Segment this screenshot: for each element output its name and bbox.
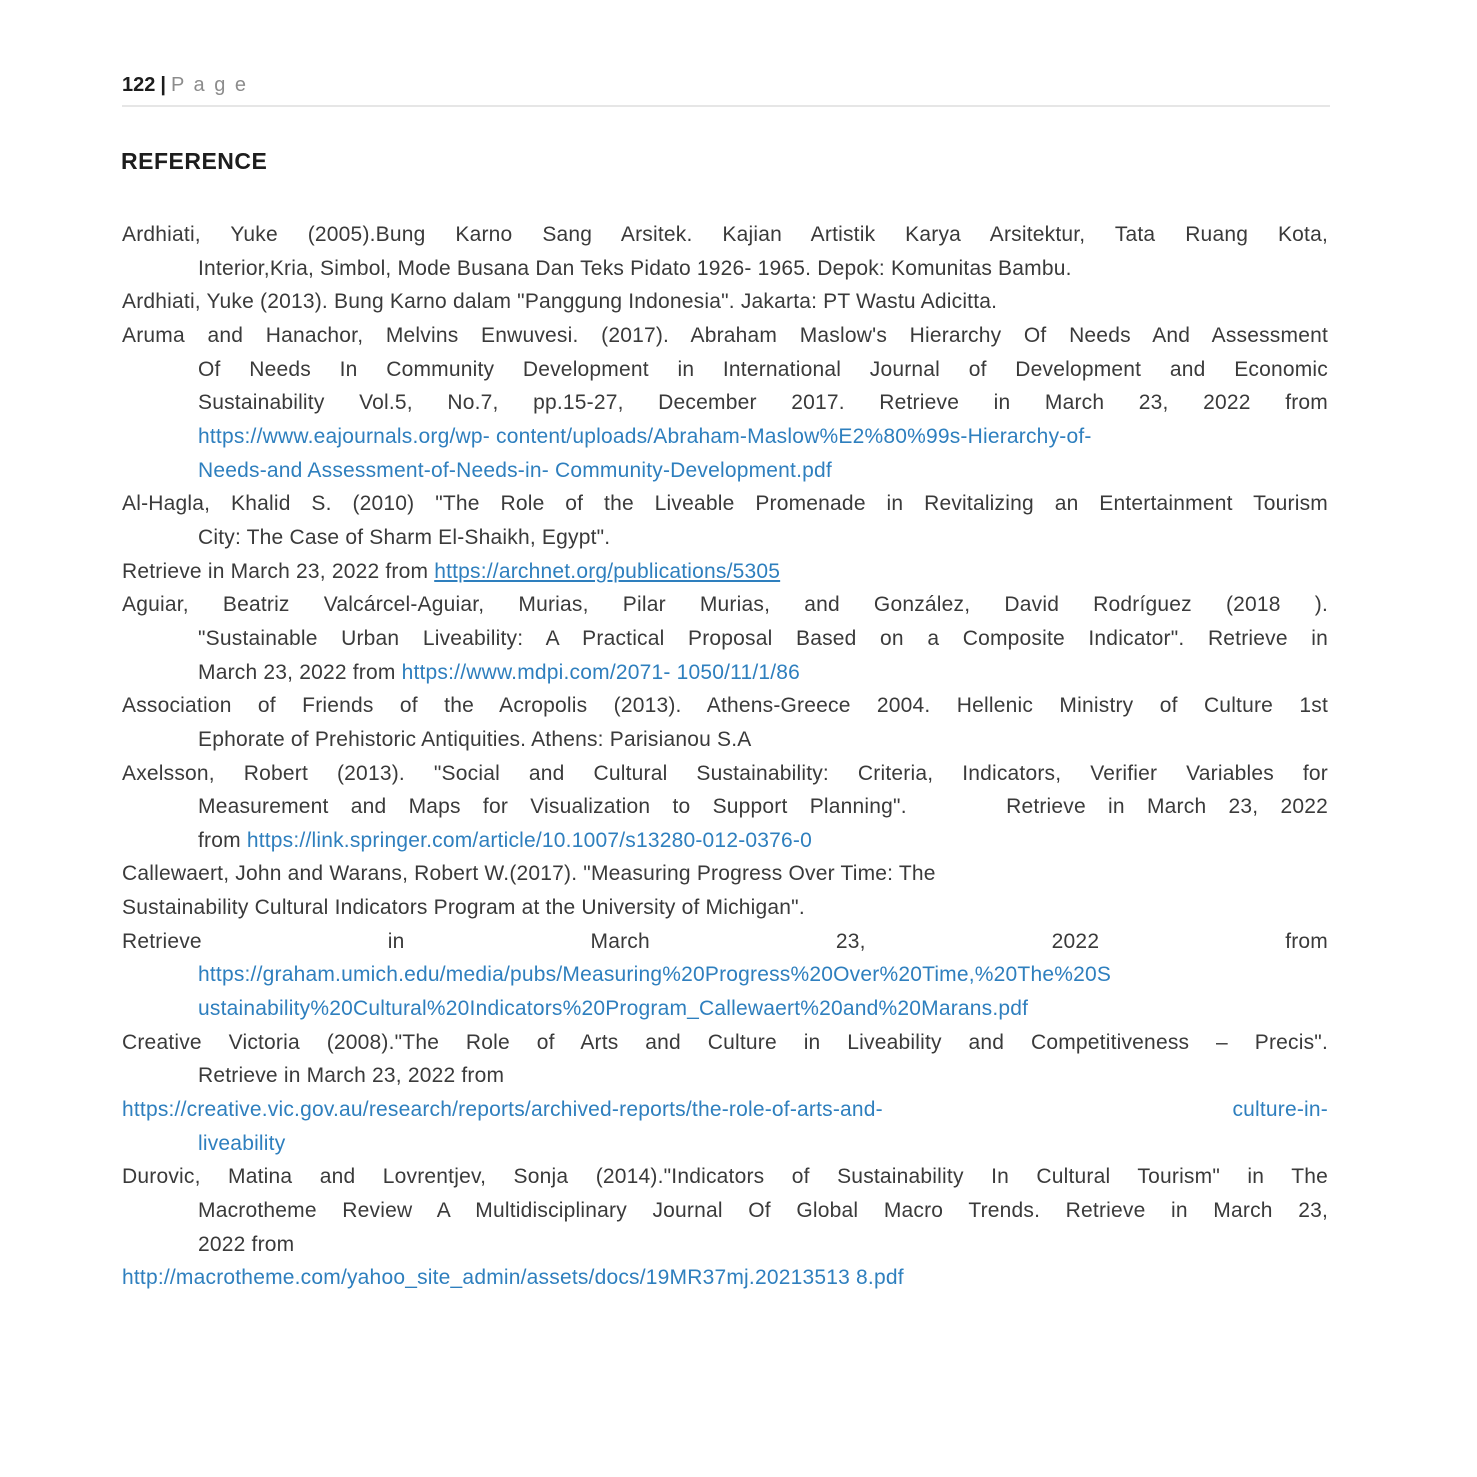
reference-link[interactable]: http://macrotheme.com/yahoo_site_admin/assets/docs/19MR37mj.20213513 8.pdf <box>122 1266 904 1290</box>
reference-line <box>122 723 1328 757</box>
reference-line <box>122 386 1328 420</box>
reference-link[interactable]: https://www.eajournals.org/wp- content/uploads/Abraham-Maslow%E2%80%99s-Hierarchy-of- <box>198 424 1092 448</box>
reference-line <box>122 622 1328 656</box>
reference-line <box>122 656 1328 690</box>
reference-text: Sustainability Cultural Indicators Program at the University of Michigan". <box>122 896 805 920</box>
reference-text: Al-Hagla, Khalid S. (2010) "The Role of the Liveable Promenade in Revitalizing an Entertainment Tourism <box>122 492 1328 516</box>
reference-link[interactable]: https://graham.umich.edu/media/pubs/Measuring%20Progress%20Over%20Time,%20The%20S <box>198 963 1112 987</box>
reference-line <box>122 285 1328 319</box>
reference-line <box>122 958 1328 992</box>
header-separator: | <box>160 74 166 96</box>
reference-line <box>122 925 1328 959</box>
reference-line <box>122 891 1328 925</box>
reference-line <box>122 1261 1328 1295</box>
reference-text: Creative Victoria (2008)."The Role of Arts and Culture in Liveability and Competitiveness – Precis". <box>122 1030 1328 1054</box>
reference-text <box>883 1098 1233 1121</box>
reference-line <box>122 689 1328 723</box>
reference-text: Aguiar, Beatriz Valcárcel-Aguiar, Murias, Pilar Murias, and González, David Rodríguez (2018 ). <box>122 593 1328 617</box>
reference-line <box>122 521 1328 555</box>
reference-line <box>122 555 1328 589</box>
reference-text: City: The Case of Sharm El-Shaikh, Egypt". <box>198 525 611 549</box>
reference-line <box>122 757 1328 791</box>
reference-line <box>122 420 1328 454</box>
page-label: P a g e <box>170 74 249 96</box>
reference-line <box>122 487 1328 521</box>
reference-line <box>122 790 1328 824</box>
reference-line <box>122 857 1328 891</box>
reference-line <box>122 353 1328 387</box>
reference-text: Retrieve in March 23, 2022 from <box>122 559 435 583</box>
reference-link[interactable]: https://link.springer.com/article/10.1007/s13280-012-0376-0 <box>246 828 812 852</box>
reference-text: March 23, 2022 from <box>198 660 402 684</box>
reference-text: Interior,Kria, Simbol, Mode Busana Dan Teks Pidato 1926- 1965. Depok: Komunitas Bambu. <box>198 256 1072 280</box>
reference-text: Durovic, Matina and Lovrentjev, Sonja (2014)."Indicators of Sustainability In Cultural Tourism" in The <box>122 1165 1328 1189</box>
reference-line <box>122 454 1328 488</box>
reference-link[interactable]: ustainability%20Cultural%20Indicators%20Program_Callewaert%20and%20Marans.pdf <box>198 997 1029 1021</box>
reference-text: Aruma and Hanachor, Melvins Enwuvesi. (2017). Abraham Maslow's Hierarchy Of Needs And Assessment <box>122 323 1328 347</box>
reference-link[interactable]: https://creative.vic.gov.au/research/reports/archived-reports/the-role-of-arts-and- <box>122 1098 883 1122</box>
reference-link[interactable]: Needs-and Assessment-of-Needs-in- Community-Development.pdf <box>198 458 832 482</box>
reference-link[interactable]: https://www.mdpi.com/2071- 1050/11/1/86 <box>401 660 801 684</box>
reference-text: Association of Friends of the Acropolis (2013). Athens-Greece 2004. Hellenic Ministry of Culture 1st <box>122 694 1328 718</box>
reference-text: "Sustainable Urban Liveability: A Practical Proposal Based on a Composite Indicator". Retrieve in <box>198 626 1328 650</box>
reference-text: Retrieve in March 23, 2022 from <box>198 1064 505 1088</box>
reference-text: from <box>198 828 247 852</box>
reference-text: 2022 from <box>198 1232 295 1256</box>
reference-line <box>122 319 1328 353</box>
reference-line <box>122 218 1328 252</box>
reference-line <box>122 1059 1328 1093</box>
reference-text: Callewaert, John and Warans, Robert W.(2017). "Measuring Progress Over Time: The <box>122 862 936 886</box>
reference-text: Ardhiati, Yuke (2005).Bung Karno Sang Arsitek. Kajian Artistik Karya Arsitektur, Tata Ruang Kota, <box>122 223 1328 246</box>
reference-line <box>122 252 1328 286</box>
reference-line <box>122 824 1328 858</box>
reference-text: Ephorate of Prehistoric Antiquities. Athens: Parisianou S.A <box>198 727 752 751</box>
reference-text: Sustainability Vol.5, No.7, pp.15-27, December 2017. Retrieve in March 23, 2022 from <box>198 391 1328 415</box>
page-header <box>122 74 1330 107</box>
reference-line <box>122 1160 1328 1194</box>
reference-text: Ardhiati, Yuke (2013). Bung Karno dalam "Panggung Indonesia". Jakarta: PT Wastu Adicitta. <box>122 290 998 314</box>
page-title: REFERENCE <box>121 148 268 174</box>
reference-text: Axelsson, Robert (2013). "Social and Cultural Sustainability: Criteria, Indicators, Verifier Variables for <box>122 761 1328 785</box>
reference-text: Retrieve in March 23, 2022 <box>983 795 1328 819</box>
reference-text: Macrotheme Review A Multidisciplinary Journal Of Global Macro Trends. Retrieve in March 23, <box>198 1199 1328 1223</box>
reference-list <box>122 218 1328 1295</box>
reference-line <box>122 1228 1328 1262</box>
reference-line <box>122 1026 1328 1060</box>
reference-line <box>122 1194 1328 1228</box>
reference-line <box>122 1093 1328 1127</box>
reference-line <box>122 992 1328 1026</box>
page-number: 122 <box>122 74 156 96</box>
reference-link[interactable]: liveability <box>198 1131 286 1155</box>
reference-text: Measurement and Maps for Visualization to Support Planning". <box>198 795 929 819</box>
reference-line <box>122 1127 1328 1161</box>
reference-line <box>122 588 1328 622</box>
reference-text: Of Needs In Community Development in International Journal of Development and Economic <box>198 357 1328 381</box>
reference-link[interactable]: https://archnet.org/publications/5305 <box>434 559 781 583</box>
reference-link[interactable]: culture-in- <box>1232 1098 1328 1122</box>
reference-text: Retrieve in March 23, 2022 from <box>122 929 1328 953</box>
